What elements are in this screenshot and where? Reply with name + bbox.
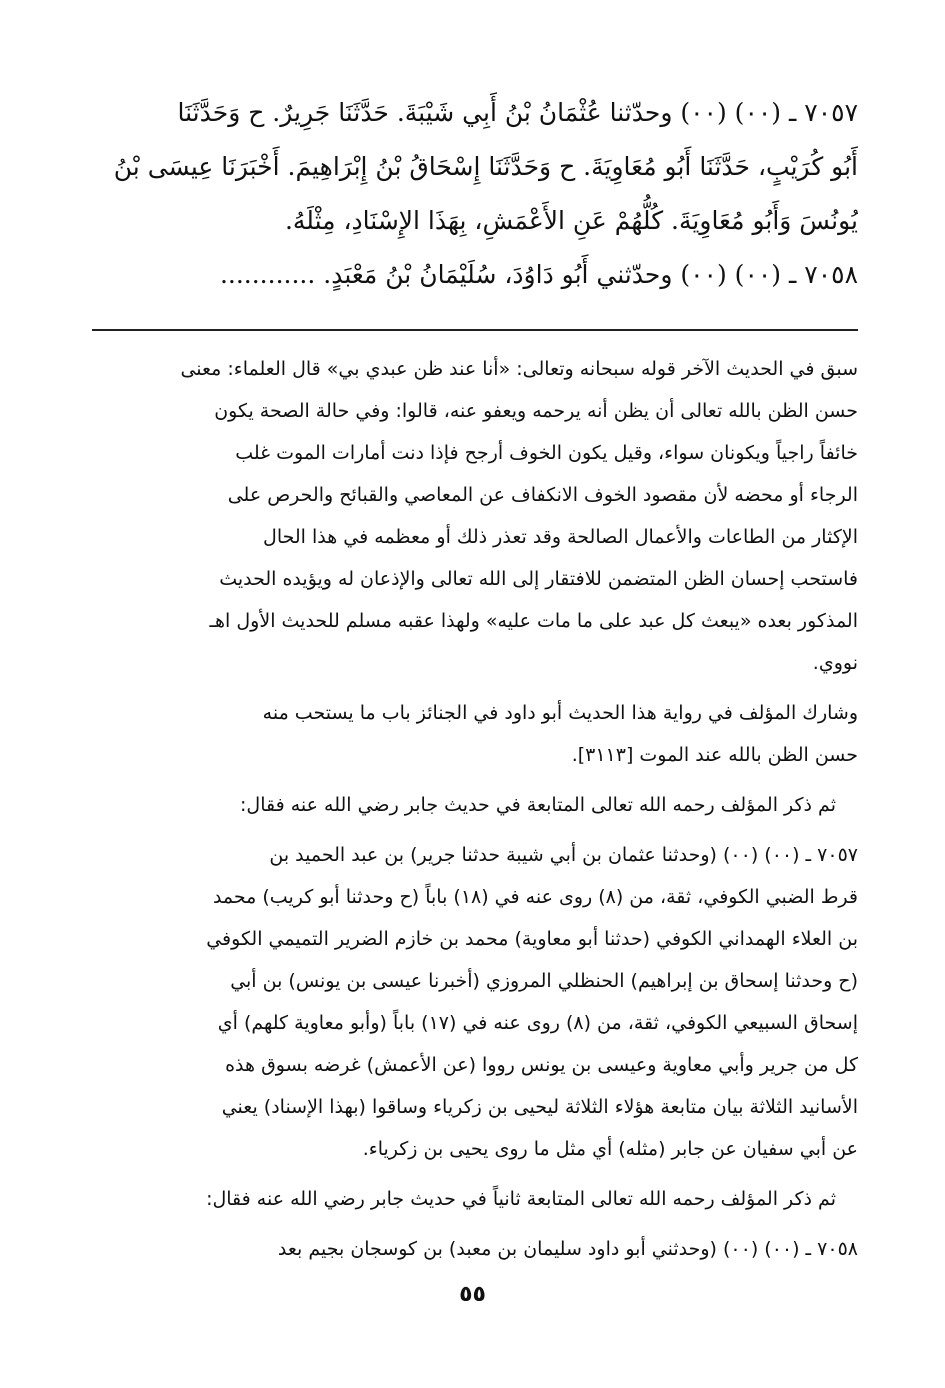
commentary-paragraph [92, 784, 858, 826]
commentary-line: ثم ذكر المؤلف رحمه الله تعالى المتابعة في حديث جابر رضي الله عنه فقال: [239, 794, 836, 816]
commentary-paragraph [92, 1178, 858, 1220]
page-number: ٥٥ [459, 1282, 486, 1307]
hadith-line: ٧٠٥٨ ـ (٠٠) (٠٠) وحدّثني أَبُو دَاوُدَ، سُلَيْمَانُ بْنُ مَعْبَدٍ. ............ [219, 260, 858, 289]
hadith-line: يُونُسَ وَأَبُو مُعَاوِيَةَ. كُلُّهُمْ عَنِ الأَعْمَشِ، بِهَذَا الإِسْنَادِ، مِثْلَهُ. [284, 206, 858, 235]
commentary-line: ٧٠٥٧ ـ (٠٠) (٠٠) (وحدثنا عثمان بن أبي شيبة حدثنا جرير) بن عبد الحميد بن [269, 844, 858, 866]
commentary-line: بن العلاء الهمداني الكوفي (حدثنا أبو معاوية) محمد بن خازم الضرير التميمي الكوفي [206, 928, 858, 950]
hadith-text [92, 86, 858, 302]
commentary-line: حسن الظن بالله عند الموت [٣١١٣]. [571, 744, 858, 766]
commentary-line: إسحاق السبيعي الكوفي، ثقة، من (٨) روى عنه في (١٧) باباً (وأبو معاوية كلهم) أي [217, 1012, 858, 1034]
hadith-line: أَبُو كُرَيْبٍ، حَدَّثَنَا أَبُو مُعَاوِيَةَ. ح وَحَدَّثَنَا إِسْحَاقُ بْنُ إِبْرَاهِيمَ. أَخْبَرَنَا عِيسَى بْنُ [113, 152, 858, 181]
commentary-line: المذكور بعده «يبعث كل عبد على ما مات عليه» ولهذا عقبه مسلم للحديث الأول اهـ [209, 610, 858, 632]
commentary-line: الأسانيد الثلاثة بيان متابعة هؤلاء الثلاثة ليحيى بن زكرياء وساقوا (بهذا الإسناد) يعني [221, 1096, 858, 1118]
commentary-line: ثم ذكر المؤلف رحمه الله تعالى المتابعة ثانياً في حديث جابر رضي الله عنه فقال: [206, 1188, 836, 1210]
commentary-paragraph [92, 692, 858, 776]
commentary-line: الرجاء أو محضه لأن مقصود الخوف الانكفاف عن المعاصي والقبائح والحرص على [227, 484, 858, 506]
commentary-line: (ح وحدثنا إسحاق بن إبراهيم) الحنظلي المروزي (أخبرنا عيسى بن يونس) بن أبي [230, 970, 858, 992]
commentary-line: حسن الظن بالله تعالى أن يظن أنه يرحمه ويعفو عنه، قالوا: وفي حالة الصحة يكون [214, 400, 858, 422]
commentary-line: وشارك المؤلف في رواية هذا الحديث أبو داود في الجنائز باب ما يستحب منه [262, 702, 858, 724]
commentary-line: نووي. [812, 652, 858, 674]
commentary-paragraph [92, 348, 858, 684]
commentary-line: الإكثار من الطاعات والأعمال الصالحة وقد تعذر ذلك أو معظمه في هذا الحال [263, 526, 858, 548]
footnote-separator [92, 329, 858, 331]
commentary-paragraph [92, 1228, 858, 1270]
commentary-line: سبق في الحديث الآخر قوله سبحانه وتعالى: «أنا عند ظن عبدي بي» قال العلماء: معنى [180, 358, 858, 380]
commentary-line: قرط الضبي الكوفي، ثقة، من (٨) روى عنه في (١٨) باباً (ح وحدثنا أبو كريب) محمد [212, 886, 858, 908]
commentary-paragraph [92, 834, 858, 1170]
hadith-line: ٧٠٥٧ ـ (٠٠) (٠٠) وحدّثنا عُثْمَانُ بْنُ أَبِي شَيْبَةَ. حَدَّثَنَا جَرِيرٌ. ح وَحَدَّثَنَا [177, 98, 858, 127]
commentary-line: خائفاً راجياً ويكونان سواء، وقيل يكون الخوف أرجح فإذا دنت أمارات الموت غلب [235, 442, 858, 464]
commentary-line: فاستحب إحسان الظن المتضمن للافتقار إلى الله تعالى والإذعان له ويؤيده الحديث [219, 568, 858, 590]
commentary [92, 348, 858, 1278]
commentary-line: عن أبي سفيان عن جابر (مثله) أي مثل ما روى يحيى بن زكرياء. [362, 1138, 858, 1160]
commentary-line: ٧٠٥٨ ـ (٠٠) (٠٠) (وحدثني أبو داود سليمان بن معبد) بن كوسجان بجيم بعد [277, 1238, 858, 1260]
commentary-line: كل من جرير وأبي معاوية وعيسى بن يونس رووا (عن الأعمش) غرضه بسوق هذه [225, 1054, 858, 1076]
